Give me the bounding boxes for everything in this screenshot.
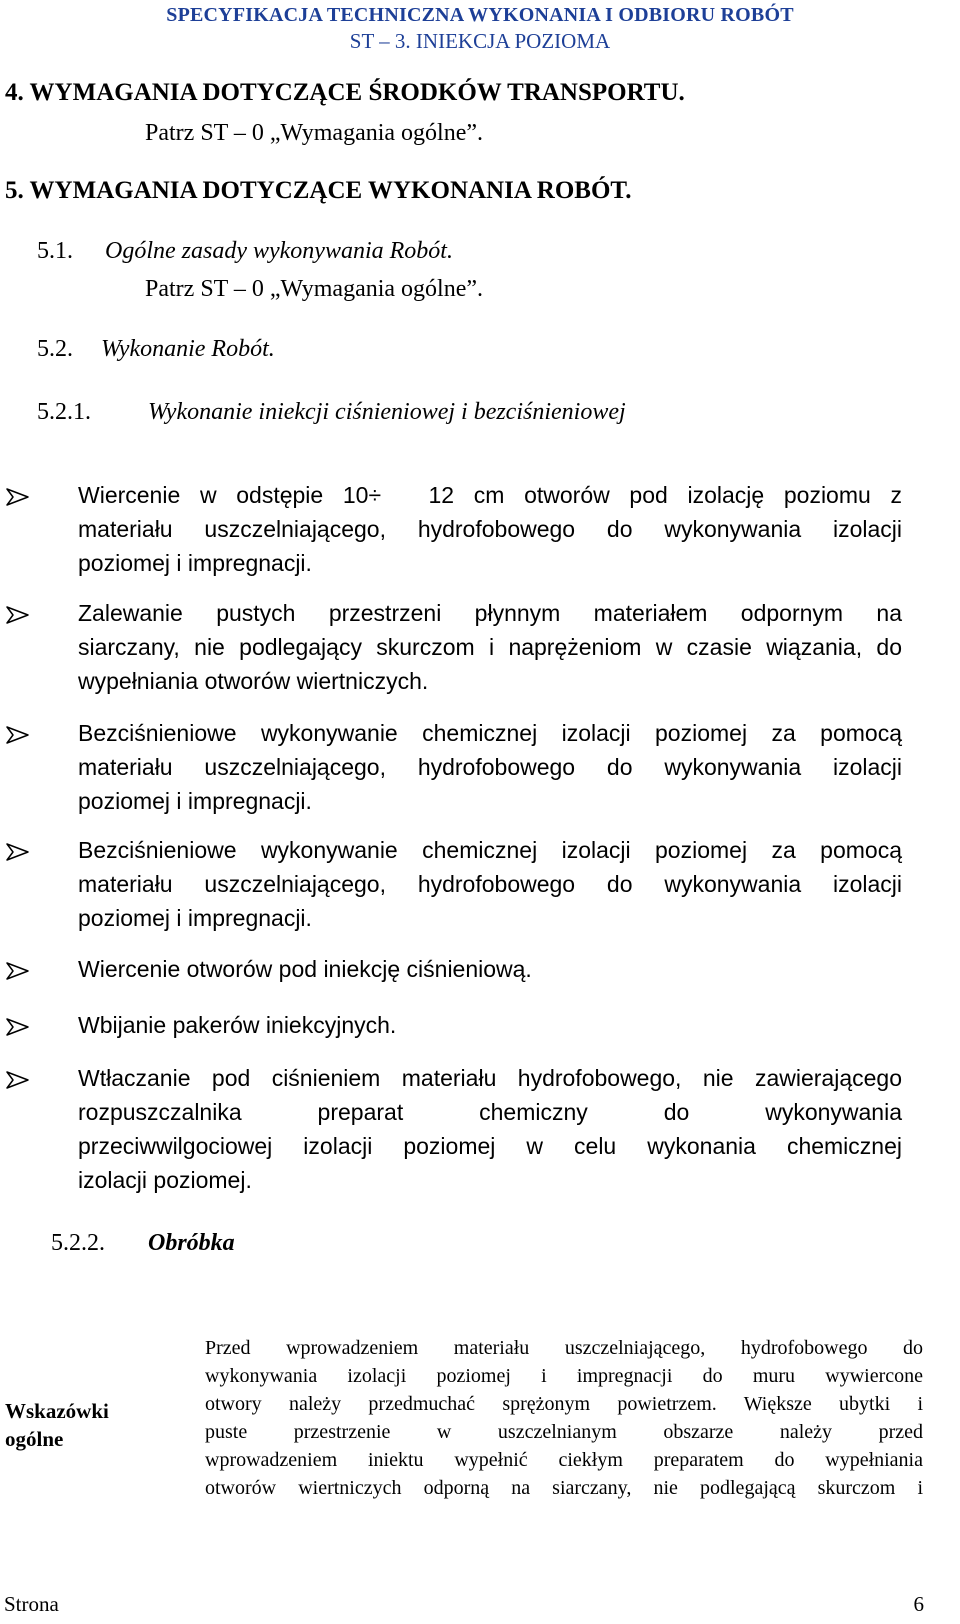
section-5-2-1-title: Wykonanie iniekcji ciśnieniowej i bezciśnieniowej (148, 399, 626, 425)
section-5-2-2-number: 5.2.2. (51, 1230, 105, 1256)
list-item-line: izolacji poziomej. (78, 1167, 252, 1193)
list-item-line: poziomej i impregnacji. (78, 550, 312, 576)
section-4-heading: 4. WYMAGANIA DOTYCZĄCE ŚRODKÓW TRANSPORTU. (5, 79, 685, 106)
guidance-label (5, 1397, 109, 1453)
list-item-text (78, 478, 902, 580)
arrow-bullet-icon (5, 487, 31, 507)
section-5-1-title: Ogólne zasady wykonywania Robót. (105, 238, 453, 264)
guidance-text (205, 1334, 923, 1502)
section-5-1-text: Patrz ST – 0 „Wymagania ogólne”. (145, 276, 484, 302)
doc-header-title: SPECYFIKACJA TECHNICZNA WYKONANIA I ODBIORU ROBÓT (166, 4, 794, 26)
list-item-line: rozpuszczalnika preparat chemiczny do wykonywania (78, 1099, 902, 1125)
list-item-line: materiału uszczelniającego, hydrofobowego do wykonywania izolacji (78, 516, 902, 542)
section-5-2-2-title: Obróbka (148, 1230, 235, 1256)
list-item-line: materiału uszczelniającego, hydrofobowego do wykonywania izolacji (78, 871, 902, 897)
doc-header-subtitle: ST – 3. INIEKCJA POZIOMA (349, 29, 611, 53)
list-item-text (78, 1008, 902, 1042)
footer-page-number: 6 (913, 1592, 924, 1616)
section-5-2-number: 5.2. (37, 336, 73, 362)
section-5-1-number: 5.1. (37, 238, 73, 264)
list-item-line: Zalewanie pustych przestrzeni płynnym materiałem odpornym na (78, 600, 902, 626)
list-item-line: materiału uszczelniającego, hydrofobowego do wykonywania izolacji (78, 754, 902, 780)
list-item-line: wypełniania otworów wiertniczych. (78, 668, 429, 694)
arrow-bullet-icon (5, 725, 31, 745)
list-item-text (78, 952, 902, 986)
list-item-line: poziomej i impregnacji. (78, 905, 312, 931)
list-item-text (78, 596, 902, 698)
guidance-line: otworów wiertniczych odporną na siarczany, nie podlegającą skurczom i (205, 1477, 923, 1499)
arrow-bullet-icon (5, 1017, 31, 1037)
guidance-label-line: ogólne (5, 1427, 64, 1451)
list-item-line: Wiercenie otworów pod iniekcję ciśnieniową. (78, 956, 532, 982)
list-item-line: Bezciśnieniowe wykonywanie chemicznej izolacji poziomej za pomocą (78, 720, 902, 746)
guidance-label-line: Wskazówki (5, 1399, 109, 1423)
list-item-text (78, 833, 902, 935)
section-5-2-title: Wykonanie Robót. (101, 336, 275, 362)
list-item-line: Wtłaczanie pod ciśnieniem materiału hydrofobowego, nie zawierającego (78, 1065, 902, 1091)
section-5-2-1-number: 5.2.1. (37, 399, 91, 425)
division-symbol: ÷ (368, 482, 382, 508)
list-item-line: Wiercenie w odstępie 10÷ 12 cm otworów pod izolację poziomu z (78, 478, 902, 512)
guidance-line: puste przestrzenie w uszczelnianym obszarze należy przed (205, 1421, 923, 1443)
section-4-text: Patrz ST – 0 „Wymagania ogólne”. (145, 120, 484, 146)
guidance-line: wykonywania izolacji poziomej i impregnacji do muru wywiercone (205, 1365, 923, 1387)
list-item-line: przeciwwilgociowej izolacji poziomej w celu wykonania chemicznej (78, 1133, 902, 1159)
arrow-bullet-icon (5, 605, 31, 625)
guidance-line: wprowadzeniem iniektu wypełnić ciekłym preparatem do wypełniania (205, 1449, 923, 1471)
list-item-line: siarczany, nie podlegający skurczom i naprężeniom w czasie wiązania, do (78, 634, 902, 660)
list-item-text (78, 1061, 902, 1197)
guidance-line: Przed wprowadzeniem materiału uszczelniającego, hydrofobowego do (205, 1337, 923, 1359)
arrow-bullet-icon (5, 842, 31, 862)
footer-page-label: Strona (4, 1592, 59, 1616)
list-item-line: poziomej i impregnacji. (78, 788, 312, 814)
list-item-text (78, 716, 902, 818)
arrow-bullet-icon (5, 1070, 31, 1090)
list-item-line: Wbijanie pakerów iniekcyjnych. (78, 1012, 397, 1038)
arrow-bullet-icon (5, 961, 31, 981)
list-item-line: Bezciśnieniowe wykonywanie chemicznej izolacji poziomej za pomocą (78, 837, 902, 863)
guidance-line: otwory należy przedmuchać sprężonym powietrzem. Większe ubytki i (205, 1393, 923, 1415)
section-5-heading: 5. WYMAGANIA DOTYCZĄCE WYKONANIA ROBÓT. (5, 177, 632, 204)
